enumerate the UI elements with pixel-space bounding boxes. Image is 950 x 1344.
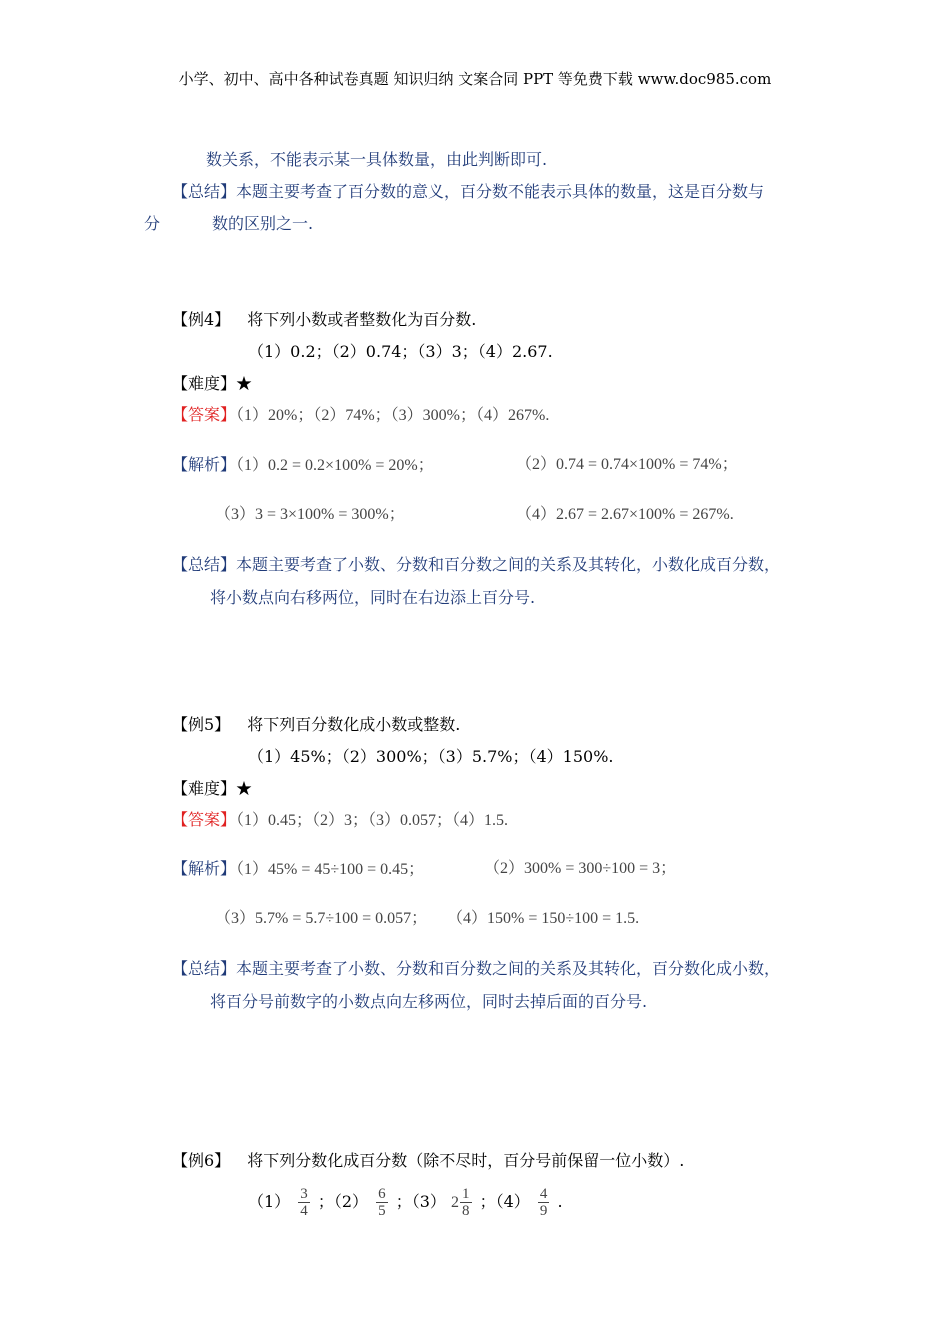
ex5-analysis-4: （4）150% = 150÷100 = 1.5. [447,910,640,927]
item-label: ；（2） [317,1192,369,1211]
ex4-question: 将下列小数或者整数化为百分数. [247,310,477,329]
analysis-1: （1）0.2 = 0.2×100% = 20%； [236,457,434,474]
ex5-tag: 【例5】 [172,715,231,734]
ex5-question: 将下列百分数化成小数或整数. [247,715,461,734]
analysis-1: （1）45% = 45÷100 = 0.45； [236,861,425,878]
ex4-analysis-2: （2）0.74 = 0.74×100% = 74%； [516,456,738,473]
item-label: （1） [248,1192,291,1211]
ex6-question: 将下列分数化成百分数（除不尽时，百分号前保留一位小数）. [247,1151,685,1170]
ex5-title [172,714,460,736]
answer-tag: 【答案】 [172,810,237,829]
ex6-title [172,1150,684,1172]
ex4-difficulty [172,373,252,395]
ex5-analysis-3: （3）5.7% = 5.7÷100 = 0.057； [215,910,428,927]
page-header: 小学、初中、高中各种试卷真题 知识归纳 文案合同 PPT 等免费下载 www.doc985.com [178,70,772,88]
ex5-analysis-2: （2）300% = 300÷100 = 3； [484,860,677,877]
difficulty-star: ★ [236,374,253,393]
summary-text: 本题主要考查了百分数的意义，百分数不能表示具体的数量，这是百分数与 [236,182,765,201]
summary-text: 本题主要考查了小数、分数和百分数之间的关系及其转化，百分数化成小数， [236,959,781,978]
ex5-difficulty [172,778,252,800]
item-label: ；（4） [479,1192,530,1211]
ex5-answer [172,809,508,832]
summary-text: 本题主要考查了小数、分数和百分数之间的关系及其转化，小数化成百分数， [236,555,781,574]
ex6-tag: 【例6】 [172,1151,231,1170]
ex5-analysis-row1 [172,858,424,881]
answer-text: （1）20%；（2）74%；（3）300%；（4）267%. [236,407,550,424]
ex4-analysis-4: （4）2.67 = 2.67×100% = 267%. [516,506,734,523]
mixed-integer: 2 [451,1194,460,1211]
ex4-summary-cont: 将小数点向右移两位，同时在右边添上百分号. [210,588,536,607]
ex4-tag: 【例4】 [172,310,231,329]
ex4-analysis-row1 [172,454,434,477]
ex6-items [248,1184,563,1221]
intro-summary-cont-a: 分 [144,214,161,233]
ex5-summary [172,958,780,980]
fraction-1-8: $\frac{1}{8}$ [462,1186,470,1219]
intro-summary-cont-b: 数的区别之一. [212,214,314,233]
summary-tag: 【总结】 [172,959,237,978]
fraction-6-5: $\frac{6}{5}$ [378,1186,386,1219]
answer-text: （1）0.45；（2）3；（3）0.057；（4）1.5. [236,812,509,829]
period: . [557,1192,563,1211]
ex5-summary-cont: 将百分号前数字的小数点向左移两位，同时去掉后面的百分号. [210,992,648,1011]
summary-tag: 【总结】 [172,555,237,574]
ex4-answer [172,404,549,427]
item-label: ；（3） [395,1192,446,1211]
answer-tag: 【答案】 [172,405,237,424]
intro-summary [172,181,764,203]
fraction-3-4: $\frac{3}{4}$ [300,1186,308,1219]
difficulty-tag: 【难度】 [172,374,237,393]
ex4-title [172,309,476,331]
analysis-tag: 【解析】 [172,859,237,878]
intro-line: 数关系，不能表示某一具体数量，由此判断即可. [206,150,548,169]
ex5-items: （1）45%；（2）300%；（3）5.7%；（4）150%. [248,747,614,766]
summary-tag: 【总结】 [172,182,237,201]
fraction-4-9: $\frac{4}{9}$ [539,1186,548,1219]
ex4-analysis-3: （3）3 = 3×100% = 300%； [215,506,405,523]
difficulty-star: ★ [236,779,253,798]
ex4-items: （1）0.2；（2）0.74；（3）3；（4）2.67. [248,342,553,361]
ex4-summary [172,554,780,576]
difficulty-tag: 【难度】 [172,779,237,798]
analysis-tag: 【解析】 [172,455,237,474]
